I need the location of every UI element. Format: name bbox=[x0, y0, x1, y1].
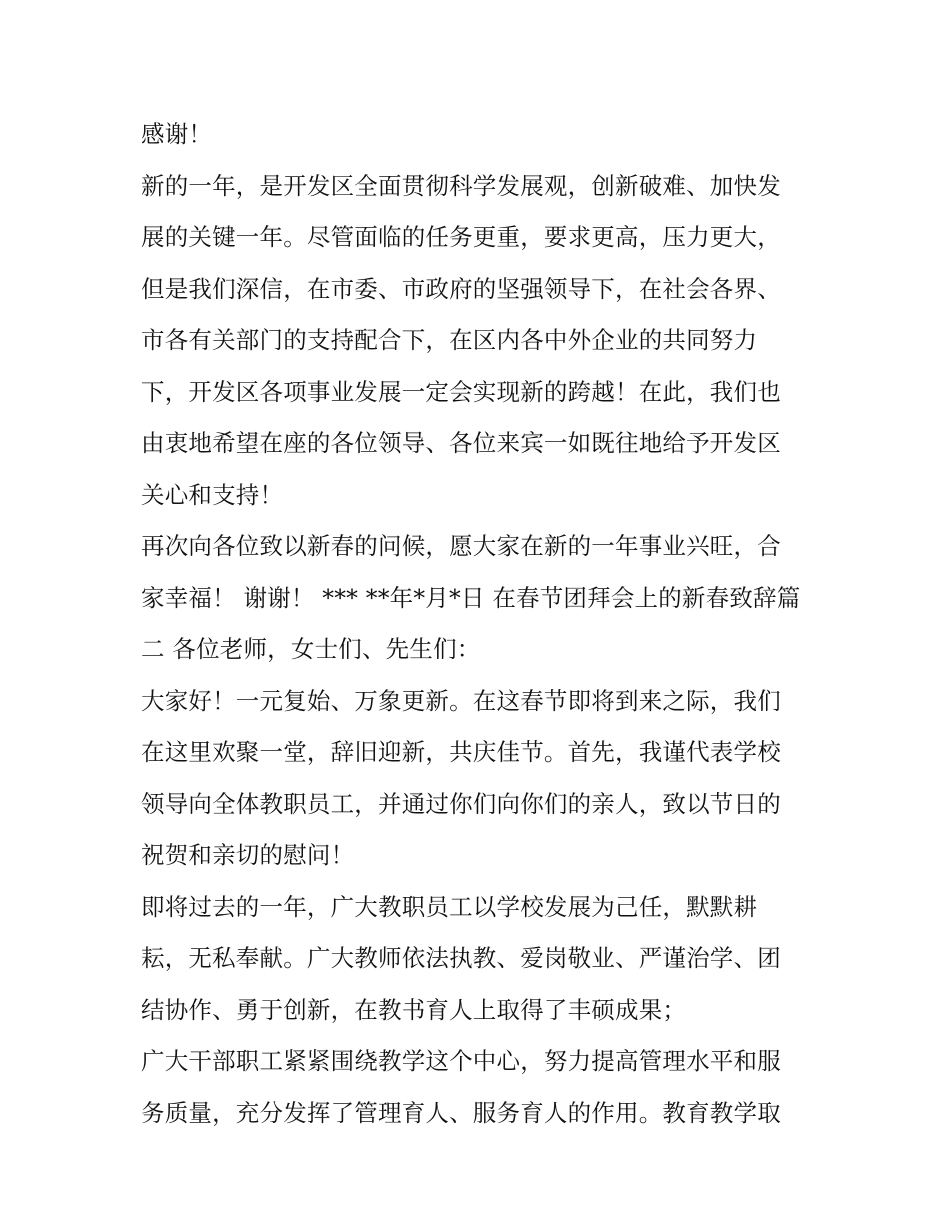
text-line: 务质量，充分发挥了管理育人、服务育人的作用。教育教学取 bbox=[141, 1098, 781, 1127]
text-line: 祝贺和亲切的慰问！ bbox=[141, 841, 355, 869]
text-line: 领导向全体教职员工，并通过你们向你们的亲人，致以节日的 bbox=[141, 789, 781, 818]
text-line: 家幸福！ 谢谢！ *** **年*月*日 在春节团拜会上的新春致辞篇 bbox=[141, 583, 801, 612]
text-line: 广大干部职工紧紧围绕教学这个中心，努力提高管理水平和服 bbox=[141, 1047, 781, 1075]
text-line: 新的一年，是开发区全面贯彻科学发展观，创新破难、加快发 bbox=[141, 171, 781, 200]
text-line: 在这里欢聚一堂，辞旧迎新，共庆佳节。首先，我谨代表学校 bbox=[141, 738, 781, 766]
text-line: 下，开发区各项事业发展一定会实现新的跨越！在此，我们也 bbox=[141, 377, 781, 406]
text-line: 再次向各位致以新春的问候，愿大家在新的一年事业兴旺，合 bbox=[141, 532, 781, 560]
text-line: 由衷地希望在座的各位领导、各位来宾一如既往地给予开发区 bbox=[141, 429, 781, 457]
text-line: 二 各位老师，女士们、先生们： bbox=[141, 635, 481, 663]
text-line: 展的关键一年。尽管面临的任务更重，要求更高，压力更大， bbox=[141, 223, 781, 251]
text-line: 但是我们深信，在市委、市政府的坚强领导下，在社会各界、 bbox=[141, 274, 781, 303]
document-body bbox=[141, 109, 813, 1139]
text-line: 耘，无私奉献。广大教师依法执教、爱岗敬业、严谨治学、团 bbox=[141, 944, 781, 972]
text-line: 关心和支持！ bbox=[141, 480, 284, 509]
text-line: 结协作、勇于创新，在教书育人上取得了丰硕成果； bbox=[141, 995, 687, 1024]
text-line: 市各有关部门的支持配合下，在区内各中外企业的共同努力 bbox=[141, 326, 758, 354]
text-line: 大家好！一元复始、万象更新。在这春节即将到来之际，我们 bbox=[141, 686, 781, 715]
text-line: 感谢！ bbox=[141, 120, 213, 148]
text-line: 即将过去的一年，广大教职员工以学校发展为己任，默默耕 bbox=[141, 892, 758, 921]
